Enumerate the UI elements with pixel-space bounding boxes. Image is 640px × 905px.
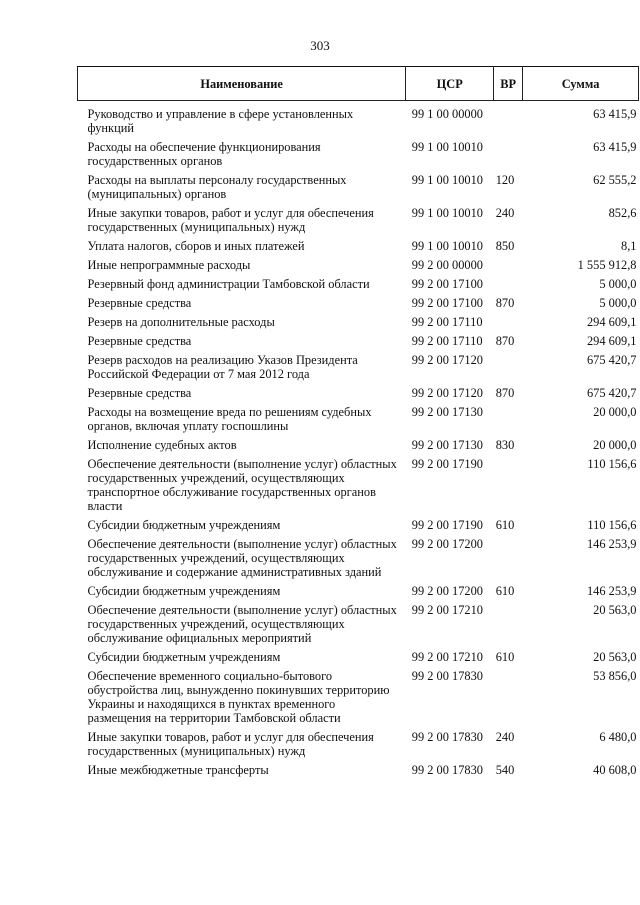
row-vr-cell: [494, 274, 523, 293]
row-vr-cell: 120: [495, 173, 515, 187]
row-vr-cell: [494, 666, 523, 727]
table-row: [78, 600, 639, 647]
page-number: 303: [310, 38, 330, 53]
row-name-cell: Руководство и управление в сфере установленных функций: [87, 107, 354, 135]
row-sum-cell: 20 000,0: [593, 405, 637, 419]
row-csr-cell: 99 2 00 17830: [411, 730, 483, 744]
row-csr-cell: 99 2 00 17110: [411, 334, 483, 348]
row-name-cell: Резервный фонд администрации Тамбовской области: [87, 277, 370, 291]
row-sum-cell: 53 856,0: [593, 669, 637, 683]
row-name-cell: Обеспечение временного социально-бытового обустройства лиц, вынужденно покинувших территорию Украины и находящихся в пунктах временного размещения на территории Тамбовской области: [87, 669, 390, 725]
row-csr-cell: 99 2 00 17210: [411, 603, 483, 617]
table-row: [78, 534, 639, 581]
row-csr-cell: 99 2 00 17110: [411, 315, 483, 329]
row-sum-cell: 62 555,2: [593, 173, 637, 187]
row-sum-cell: 294 609,1: [586, 315, 637, 329]
row-vr-cell: [494, 350, 523, 383]
row-name-cell: Резервные средства: [87, 386, 192, 400]
budget-table: [77, 66, 639, 779]
row-vr-cell: [494, 312, 523, 331]
row-sum-cell: 20 563,0: [593, 650, 637, 664]
table-row: [78, 101, 639, 138]
table-row: [78, 435, 639, 454]
row-name-cell: Обеспечение деятельности (выполнение услуг) областных государственных учреждений, осуществляющих транспортное обслуживание государственных органов власти: [87, 457, 397, 513]
row-sum-cell: 8,1: [621, 239, 637, 253]
row-csr-cell: 99 1 00 00000: [411, 107, 483, 121]
table-row: [78, 402, 639, 435]
row-name-cell: Расходы на возмещение вреда по решениям судебных органов, включая уплату госпошлины: [87, 405, 372, 433]
row-sum-cell: 1 555 912,8: [577, 258, 637, 272]
row-name-cell: Расходы на выплаты персоналу государственных (муниципальных) органов: [87, 173, 347, 201]
row-sum-cell: 5 000,0: [599, 277, 637, 291]
row-name-cell: Иные межбюджетные трансферты: [87, 763, 269, 777]
row-vr-cell: [494, 255, 523, 274]
row-vr-cell: 610: [495, 650, 515, 664]
table-row: [78, 350, 639, 383]
row-vr-cell: 830: [495, 438, 515, 452]
row-vr-cell: 540: [495, 763, 515, 777]
row-sum-cell: 675 420,7: [586, 353, 637, 367]
row-csr-cell: 99 1 00 10010: [411, 140, 483, 154]
header-name: Наименование: [78, 67, 406, 101]
row-csr-cell: 99 1 00 10010: [411, 206, 483, 220]
row-sum-cell: 852,6: [608, 206, 637, 220]
row-csr-cell: 99 2 00 00000: [411, 258, 483, 272]
row-csr-cell: 99 2 00 17130: [411, 405, 483, 419]
header-row: [78, 67, 639, 101]
table-row: [78, 727, 639, 760]
row-sum-cell: 63 415,9: [593, 107, 637, 121]
row-name-cell: Резервные средства: [87, 296, 192, 310]
header-sum: Сумма: [523, 67, 639, 101]
row-name-cell: Субсидии бюджетным учреждениям: [87, 650, 281, 664]
table-row: [78, 647, 639, 666]
table-body: [78, 101, 639, 780]
row-csr-cell: 99 2 00 17190: [411, 457, 483, 471]
row-name-cell: Иные непрограммные расходы: [87, 258, 251, 272]
table-row: [78, 312, 639, 331]
row-sum-cell: 40 608,0: [593, 763, 637, 777]
row-name-cell: Исполнение судебных актов: [87, 438, 237, 452]
row-csr-cell: 99 1 00 10010: [411, 239, 483, 253]
table-row: [78, 760, 639, 779]
row-vr-cell: 610: [495, 518, 515, 532]
row-vr-cell: [494, 600, 523, 647]
table-row: [78, 515, 639, 534]
row-vr-cell: [494, 137, 523, 170]
row-sum-cell: 20 000,0: [593, 438, 637, 452]
row-sum-cell: 146 253,9: [586, 537, 637, 551]
row-name-cell: Обеспечение деятельности (выполнение услуг) областных государственных учреждений, осуществляющих обслуживание официальных мероприятий: [87, 603, 397, 645]
row-vr-cell: 870: [495, 386, 515, 400]
row-csr-cell: 99 1 00 10010: [411, 173, 483, 187]
table-row: [78, 454, 639, 515]
row-csr-cell: 99 2 00 17130: [411, 438, 483, 452]
row-sum-cell: 110 156,6: [587, 457, 637, 471]
row-csr-cell: 99 2 00 17830: [411, 763, 483, 777]
row-vr-cell: [494, 101, 523, 138]
row-vr-cell: 850: [495, 239, 515, 253]
row-csr-cell: 99 2 00 17120: [411, 353, 483, 367]
row-csr-cell: 99 2 00 17210: [411, 650, 483, 664]
row-csr-cell: 99 2 00 17120: [411, 386, 483, 400]
row-sum-cell: 5 000,0: [599, 296, 637, 310]
row-csr-cell: 99 2 00 17200: [411, 537, 483, 551]
row-sum-cell: 675 420,7: [586, 386, 637, 400]
table-row: [78, 170, 639, 203]
row-csr-cell: 99 2 00 17830: [411, 669, 483, 683]
row-csr-cell: 99 2 00 17100: [411, 277, 483, 291]
row-name-cell: Субсидии бюджетным учреждениям: [87, 518, 281, 532]
table-row: [78, 383, 639, 402]
row-vr-cell: 610: [495, 584, 515, 598]
row-csr-cell: 99 2 00 17100: [411, 296, 483, 310]
table-row: [78, 666, 639, 727]
table-row: [78, 137, 639, 170]
row-vr-cell: [494, 402, 523, 435]
row-vr-cell: 240: [495, 206, 515, 220]
row-name-cell: Резерв расходов на реализацию Указов Президента Российской Федерации от 7 мая 2012 года: [87, 353, 358, 381]
row-name-cell: Иные закупки товаров, работ и услуг для обеспечения государственных (муниципальных) нужд: [87, 730, 374, 758]
row-name-cell: Расходы на обеспечение функционирования государственных органов: [87, 140, 321, 168]
row-sum-cell: 63 415,9: [593, 140, 637, 154]
table-header: [78, 67, 639, 101]
row-vr-cell: [494, 534, 523, 581]
header-vr: ВР: [494, 67, 523, 101]
table-row: [78, 331, 639, 350]
row-name-cell: Обеспечение деятельности (выполнение услуг) областных государственных учреждений, осуществляющих обслуживание и содержание административных зданий: [87, 537, 397, 579]
row-name-cell: Иные закупки товаров, работ и услуг для обеспечения государственных (муниципальных) нужд: [87, 206, 374, 234]
row-sum-cell: 146 253,9: [586, 584, 637, 598]
header-csr: ЦСР: [406, 67, 494, 101]
table-row: [78, 255, 639, 274]
row-name-cell: Субсидии бюджетным учреждениям: [87, 584, 281, 598]
row-sum-cell: 20 563,0: [593, 603, 637, 617]
row-sum-cell: 6 480,0: [599, 730, 637, 744]
table-row: [78, 236, 639, 255]
row-vr-cell: 870: [495, 334, 515, 348]
row-csr-cell: 99 2 00 17200: [411, 584, 483, 598]
row-vr-cell: 870: [495, 296, 515, 310]
row-sum-cell: 110 156,6: [587, 518, 637, 532]
row-name-cell: Резервные средства: [87, 334, 192, 348]
row-name-cell: Уплата налогов, сборов и иных платежей: [87, 239, 305, 253]
row-sum-cell: 294 609,1: [586, 334, 637, 348]
table-row: [78, 274, 639, 293]
row-vr-cell: [494, 454, 523, 515]
row-vr-cell: 240: [495, 730, 515, 744]
table-row: [78, 581, 639, 600]
row-csr-cell: 99 2 00 17190: [411, 518, 483, 532]
table-row: [78, 203, 639, 236]
row-name-cell: Резерв на дополнительные расходы: [87, 315, 275, 329]
table-row: [78, 293, 639, 312]
